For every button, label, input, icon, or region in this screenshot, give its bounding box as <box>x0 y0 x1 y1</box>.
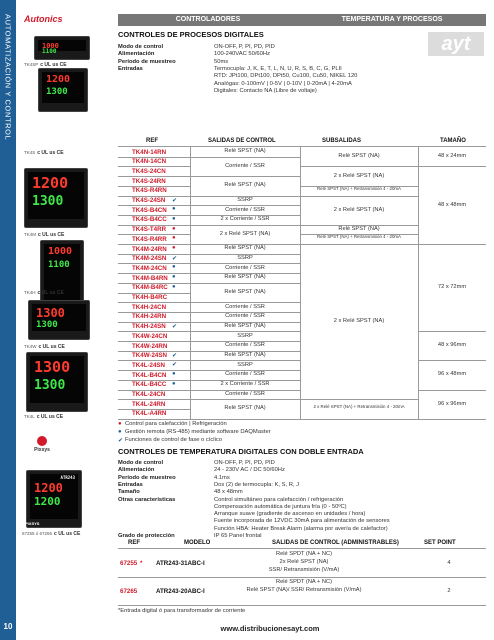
legend-item: Control para calefacción | Refrigeración <box>125 420 227 427</box>
row-divider <box>118 205 190 206</box>
row-divider <box>118 196 190 197</box>
output-cell: Relé SPST (NA) <box>224 322 266 329</box>
spec-row <box>118 460 478 467</box>
row-divider <box>118 605 486 606</box>
ref-code: TK4L-B4CN <box>132 371 167 379</box>
spec-value: 48 x 48mm <box>214 489 243 496</box>
row-divider <box>118 186 190 187</box>
row-divider <box>118 419 190 420</box>
setpoint-cell: 2 <box>447 588 451 594</box>
device-label: TK4M c UL us CE <box>24 232 65 238</box>
subsalida-cell: Relé SPST (NA) <box>338 153 380 160</box>
table-header-cell: MODELO <box>184 540 211 546</box>
blue-dot-icon: ● <box>172 380 176 387</box>
output-cell: 2 x Relé SPST (NA) <box>219 230 271 237</box>
device-tk4m: 1200 1300 <box>24 168 88 228</box>
spec-row <box>118 44 478 51</box>
table-header-cell: SET POINT <box>424 540 456 546</box>
row-divider <box>418 331 486 332</box>
check-icon: ✔ <box>118 437 124 444</box>
ref-code: TK4S-T4RR <box>132 226 167 234</box>
subsalida-cell: Relé SPST (NA) + Retransmisión 4 - 20mA <box>317 234 401 240</box>
ref-code: 67255 <box>120 560 138 567</box>
spec-key: Período de muestreo <box>118 474 176 481</box>
row-divider <box>190 399 300 400</box>
ref-code: TK4W-24SN <box>132 352 167 360</box>
row-divider <box>118 273 190 274</box>
output-line: Relé SPST (NA)/ SSR/ Retransmisión (V/mA) <box>246 587 362 593</box>
row-divider <box>418 390 486 391</box>
spec-row <box>118 66 478 73</box>
output-cell: SSRP <box>237 196 253 203</box>
ref-code: TK4S-R4RR <box>132 235 167 243</box>
output-cell: 2 x Corriente / SSR <box>220 216 270 223</box>
ref-code: TK4W-24RN <box>132 342 168 350</box>
spec-key: Entradas <box>118 65 143 72</box>
device-tk4w: 1300 1300 <box>28 300 90 340</box>
spec-value: Control simultáneo para calefacción / refrigeración <box>214 496 344 503</box>
check-icon: ✔ <box>172 255 178 262</box>
output-line: SSR/ Retransmisión (V/mA) <box>268 567 340 573</box>
spec-row <box>118 489 478 496</box>
ref-code: TK4S-B4CC <box>132 216 167 224</box>
row-divider <box>118 244 190 245</box>
check-icon: ✔ <box>172 323 178 330</box>
spec-value: Dos (2) de termocupla: K, S, R, J <box>214 481 300 488</box>
row-divider <box>190 157 300 158</box>
subsalida-cell: Relé SPST (NA) + Retransmisión 4 - 20mA <box>317 185 401 191</box>
subsalida-cell: 2 x Relé SPST (NA) <box>333 318 385 325</box>
table-header-cell: SALIDAS DE CONTROL (ADMINISTRABLES) <box>272 540 399 546</box>
blue-dot-icon: ● <box>172 283 176 290</box>
column-divider <box>190 146 191 419</box>
table-header-cell: REF <box>128 540 140 546</box>
ref-star: * <box>140 560 143 567</box>
ref-code: 67265 <box>120 588 138 595</box>
column-divider <box>418 146 419 419</box>
spec-key: Alimentación <box>118 467 155 474</box>
row-divider <box>300 166 418 167</box>
row-divider <box>418 166 486 167</box>
row-divider <box>118 399 190 400</box>
output-cell: Corriente / SSR <box>225 206 265 213</box>
size-cell: 72 x 72mm <box>437 284 467 291</box>
row-divider <box>118 234 190 235</box>
row-divider <box>418 419 486 420</box>
ref-code: TK4S-24SN <box>132 197 166 204</box>
check-icon: ✔ <box>172 352 178 359</box>
spec-key: Tamaño <box>118 489 140 496</box>
blue-dot-icon: ● <box>172 215 176 222</box>
output-cell: Relé SPST (NA) <box>224 405 266 412</box>
device-tk4h: 1000 1100 <box>40 240 84 320</box>
ref-code: TK4L-A4RN <box>132 410 167 418</box>
spec-key: Alimentación <box>118 51 155 58</box>
device-tk4sp: 1000 1100 <box>34 36 90 60</box>
side-category-label: AUTOMATIZACIÓN Y CONTROL <box>3 14 13 141</box>
size-cell: 96 x 96mm <box>437 400 467 407</box>
red-dot-icon: ● <box>118 420 122 427</box>
spec-value: 50ms <box>214 58 229 65</box>
ref-code: TK4M-24RN <box>132 245 167 253</box>
check-icon: ✔ <box>172 197 178 204</box>
spec-value: IP 65 Panel frontal <box>214 533 262 539</box>
ref-code: TK4L-24CN <box>132 391 166 398</box>
ref-code: TK4S-24CN <box>132 167 166 175</box>
header-divider <box>118 548 486 549</box>
spec-value: ON-OFF, P, PI, PD, PID <box>214 44 275 50</box>
blue-dot-icon: ● <box>118 428 122 435</box>
footer-url: www.distribucionesayt.com <box>220 624 320 633</box>
spec-value: RTD: JPt100, DPt100, DPt50, Cu100, Cu50, NIKEL 120 <box>214 73 358 80</box>
device-label: TK4SP c UL us CE <box>24 62 67 68</box>
row-divider <box>118 409 190 410</box>
row-divider <box>118 215 190 216</box>
row-divider <box>300 244 418 245</box>
row-divider <box>118 302 190 303</box>
spec-row <box>118 51 478 58</box>
spec-key: Período de muestreo <box>118 58 176 65</box>
row-divider <box>418 244 486 245</box>
row-divider <box>418 360 486 361</box>
section-title-processes: CONTROLES DE PROCESOS DIGITALES <box>118 30 264 39</box>
output-cell: Corriente / SSR <box>225 390 265 397</box>
spec-row <box>118 511 478 518</box>
output-line: Relé SPDT (NA + NC) <box>276 551 332 557</box>
legend-item: Funciones de control de fase o cíclico <box>125 436 222 443</box>
output-cell: Corriente / SSR <box>225 264 265 271</box>
spec-value: 100-240VAC 50/60Hz <box>214 51 270 58</box>
output-line: 2x Relé SPST (NA) <box>279 559 329 565</box>
row-divider <box>118 166 190 167</box>
size-cell: 48 x 48mm <box>437 201 467 208</box>
spec-row <box>118 504 478 511</box>
row-divider <box>118 360 190 361</box>
ref-code: TK4H-24RN <box>132 313 167 321</box>
output-cell: Relé SPST (NA) <box>224 245 266 252</box>
spec-key: Grado de protección <box>118 533 175 539</box>
size-cell: 48 x 96mm <box>437 342 467 349</box>
output-cell: Relé SPST (NA) <box>224 182 266 189</box>
ref-code: TK4M-24SN <box>132 255 167 263</box>
device-atr243: ATR243 1200 1200 <box>26 470 82 528</box>
row-divider <box>190 225 300 226</box>
blue-dot-icon: ● <box>172 274 176 281</box>
output-cell: Corriente / SSR <box>225 303 265 310</box>
ayt-logo: ayt <box>428 32 484 56</box>
row-divider <box>118 283 190 284</box>
spec-key: Otras características <box>118 496 176 503</box>
row-divider <box>190 176 300 177</box>
spec-row <box>118 73 478 80</box>
red-dot-icon: ● <box>172 235 176 242</box>
size-cell: 48 x 24mm <box>437 153 467 160</box>
table-header-cell: TAMAÑO <box>440 138 466 144</box>
row-divider <box>190 419 300 420</box>
side-category <box>0 0 16 500</box>
spec-value: Digitales: Contacto NA (Libre de voltaje) <box>214 87 317 94</box>
spec-value: Analógas: 0-100mV | 0-5V | 0-10V | 0-20mA | 4-20mA <box>214 80 352 87</box>
spec-row <box>118 518 478 525</box>
subsalida-cell: 2 x Relé SPST (NA) <box>333 206 385 213</box>
output-cell: SSRP <box>237 332 253 339</box>
header-right: TEMPERATURA Y PROCESOS <box>341 16 443 23</box>
row-divider <box>300 196 418 197</box>
output-line: Relé SPDT (NA + NC) <box>276 579 332 585</box>
row-divider <box>118 312 190 313</box>
subsalida-cell: Relé SPST (NA) <box>338 225 380 232</box>
ref-code: TK4W-24CN <box>132 332 168 340</box>
row-divider <box>118 293 190 294</box>
spec-row <box>118 497 478 504</box>
device-tk4l: 1300 1300 <box>26 352 88 412</box>
row-divider <box>118 157 190 158</box>
output-cell: Corriente / SSR <box>225 162 265 169</box>
row-divider <box>118 176 190 177</box>
blue-dot-icon: ● <box>172 264 176 271</box>
spec-key: Entradas <box>118 481 143 488</box>
device-label: TK4W c UL us CE <box>24 344 65 350</box>
ref-code: TK4L-24RN <box>132 400 166 408</box>
spec-row <box>118 526 478 533</box>
subsalida-cell: 2 x Relé SPST (NA) <box>333 172 385 179</box>
output-cell: Corriente / SSR <box>225 313 265 320</box>
spec-value: Función HBA: Heater Break Alarm (alarma por avería de calefactor) <box>214 525 388 532</box>
ref-code: TK4H-24CN <box>132 303 167 311</box>
ref-code: TK4M-B4RC <box>132 284 168 292</box>
output-cell: SSRP <box>237 361 253 368</box>
check-icon: ✔ <box>172 362 178 369</box>
table-header-cell: SALIDAS DE CONTROL <box>208 138 276 144</box>
row-divider <box>118 331 190 332</box>
spec-row <box>118 467 478 474</box>
output-cell: Relé SPST (NA) <box>224 148 266 155</box>
device-brand: PIXSYS <box>25 521 40 526</box>
row-divider <box>118 351 190 352</box>
device-label: TK4H c UL us CE <box>24 290 64 296</box>
output-cell: Corriente / SSR <box>225 371 265 378</box>
setpoint-cell: 4 <box>447 560 451 566</box>
output-cell: 2 x Corriente / SSR <box>220 381 270 388</box>
ref-code: TK4M-24CN <box>132 264 167 272</box>
ref-code: TK4H-B4RC <box>132 294 168 301</box>
spec-row <box>118 59 478 66</box>
row-divider <box>118 322 190 323</box>
spec-value: 24 - 230V AC / DC 50/60Hz <box>214 467 285 474</box>
model-code: ATR243-31ABC-I <box>156 560 205 567</box>
ref-code: TK4S-B4CN <box>132 206 167 214</box>
ref-code: TK4S-24RN <box>132 177 166 185</box>
ref-code: TK4M-B4RN <box>132 274 168 282</box>
table-header-cell: SUBSALIDAS <box>322 138 362 144</box>
spec-row <box>118 81 478 88</box>
row-divider <box>118 577 486 578</box>
header-divider <box>118 146 486 147</box>
output-cell: Relé SPST (NA) <box>224 352 266 359</box>
size-cell: 96 x 48mm <box>437 371 467 378</box>
output-cell: Relé SPST (NA) <box>224 274 266 281</box>
spec-value: Compensación automática de juntura fría (0 - 50ºC) <box>214 503 347 510</box>
header-left: CONTROLADORES <box>175 16 241 23</box>
spec-row <box>118 482 478 489</box>
ref-code: TK4N-14RN <box>132 148 167 156</box>
ref-code: TK4N-14CN <box>132 158 167 166</box>
row-divider <box>118 225 190 226</box>
device-tk4s: 1200 1300 <box>38 68 88 112</box>
table-header-cell: REF <box>146 138 158 144</box>
row-divider <box>118 254 190 255</box>
ref-code: TK4L-B4CC <box>132 381 167 389</box>
row-divider <box>190 283 300 284</box>
red-dot-icon: ● <box>172 245 176 251</box>
page-number: 10 <box>3 622 13 631</box>
output-cell: Relé SPST (NA) <box>224 289 266 295</box>
row-divider <box>118 390 190 391</box>
model-code: ATR243-20ABC-I <box>156 588 205 595</box>
row-divider <box>118 341 190 342</box>
row-divider <box>300 399 418 400</box>
spec-value: ON-OFF, P, PI, PD, PID <box>214 460 275 466</box>
column-divider <box>300 146 301 419</box>
spec-row <box>118 88 478 95</box>
legend-item: Gestión remota (RS-485) mediante software DAQMaster <box>125 428 271 435</box>
section-title-dual-input: CONTROLES DE TEMPERATURA DIGITALES CON DOBLE ENTRADA <box>118 447 364 456</box>
row-divider <box>118 380 190 381</box>
spec-value: Termocupla: J, K, E, T, L, N, U, R, S, B, C, G, PLII <box>214 65 342 72</box>
spec-key: Modo de control <box>118 44 164 50</box>
spec-key: Modo de control <box>118 460 164 466</box>
red-dot-icon: ● <box>172 225 176 232</box>
row-divider <box>118 263 190 264</box>
output-cell: Corriente / SSR <box>225 342 265 349</box>
blue-dot-icon: ● <box>172 371 176 378</box>
output-cell: SSRP <box>237 255 253 262</box>
blue-dot-icon: ● <box>172 206 176 213</box>
spec-row <box>118 475 478 482</box>
ref-code: TK4H-24SN <box>132 323 166 331</box>
device-label: TK4S c UL us CE <box>24 150 64 156</box>
ref-code: TK4L-24SN <box>132 361 166 369</box>
row-divider <box>118 370 190 371</box>
subsalida-cell: 2 x Relé SPST (NA) + Retransmisión 4 - 20mA <box>313 403 405 409</box>
device-label: 67255 ó 67265 c UL us CE <box>22 531 81 537</box>
ref-code: TK4S-R4RN <box>132 187 167 195</box>
autonics-logo: Autonics <box>24 14 63 24</box>
spec-value: Arranque suave (gradiente de ascenso en unidades / hora) <box>214 511 366 518</box>
pixsys-mark-icon <box>37 436 47 446</box>
pixsys-logo: Pixsys <box>24 436 60 453</box>
spec-value: Fuente incorporada de 12VDC 30mA para alimentación de sensores <box>214 518 390 525</box>
device-label: TK4L c UL us CE <box>24 414 64 420</box>
spec-value: 4.1ms <box>214 474 230 481</box>
row-divider <box>300 419 418 420</box>
table-footnote: *Entrada digital ó para transformador de corriente <box>118 608 246 614</box>
